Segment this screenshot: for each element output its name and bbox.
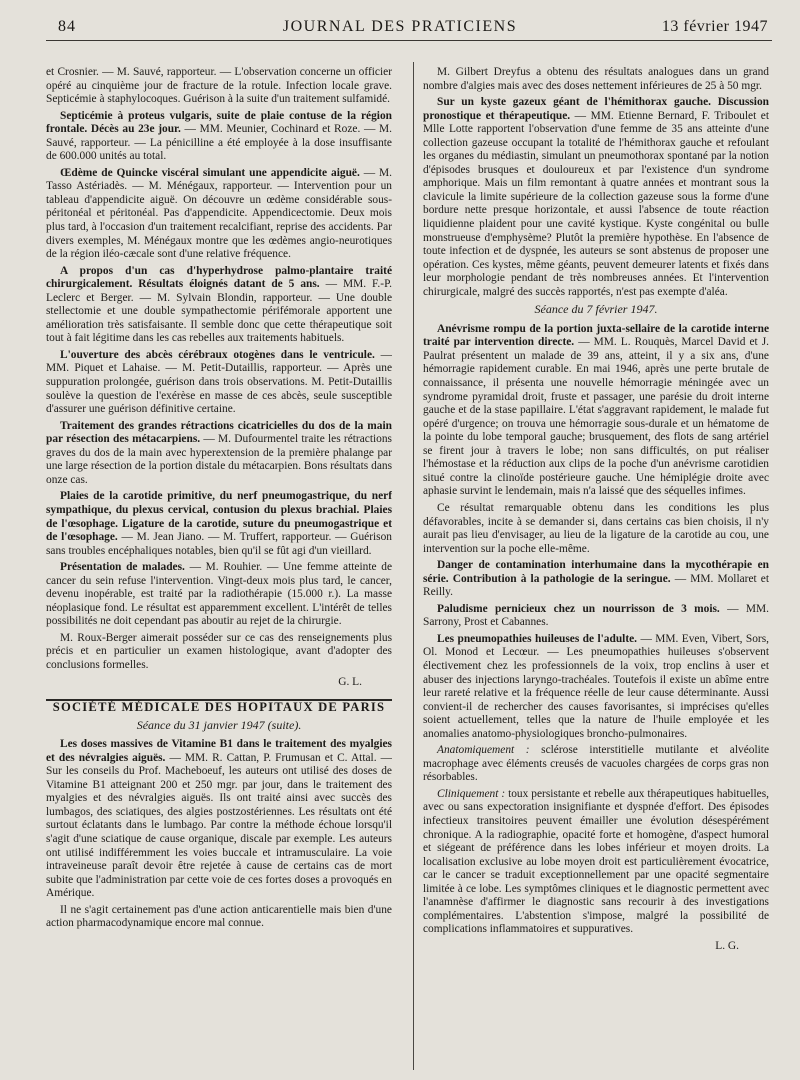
paragraph: M. Gilbert Dreyfus a obtenu des résultats analogues dans un grand nombre d'algies mais avec des doses nettement inférieures de 25 à 50 mgr. <box>423 66 769 92</box>
article-title: Les pneumopathies huileuses de l'adulte. <box>437 632 638 645</box>
paragraph: Danger de contamination interhumaine dans la mycothérapie en série. Contribution à la pathologie de la seringue. — MM. Mollaret et Reilly. <box>423 559 769 599</box>
author-initials: G. L. <box>338 675 362 688</box>
page-number: 84 <box>58 18 76 35</box>
article-title: Œdème de Quincke viscéral simulant une appendicite aiguë. <box>60 166 360 179</box>
paragraph: Les pneumopathies huileuses de l'adulte. — MM. Even, Vibert, Sors, Ol. Monod et Lecœur. — Les pneumopathies huileuses s'observent électivement chez les professionnels de la voix, trop enclins à user et abuser des injections laryngo-trachéales. Toutefois il existe un abîme entre leur rareté relative et la fréquence réelle de leur cause déterminante. Aussi convient-il de rechercher des causes favorisantes, si imprécises qu'elles soient actuellement, telles que la nature de l'huile employée et les anomalies anatomo-physiologiques broncho-pulmonaires. <box>423 632 769 740</box>
author-initials: L. G. <box>715 939 739 952</box>
article-title: Paludisme pernicieux chez un nourrisson de 3 mois. <box>437 602 720 615</box>
right-column <box>423 66 769 1076</box>
paragraph: Ce résultat remarquable obtenu dans les conditions les plus défavorables, incite à se demander si, dans certains cas bien choisis, il n'y aurait pas lieu d'envisager, au lieu de la ligature de la carotide au cou, une intervention sur la poche elle-même. <box>423 501 769 555</box>
paragraph: A propos d'un cas d'hyperhydrose palmo-plantaire traité chirurgicalement. Résultats éloignés datant de 5 ans. — MM. F.-P. Leclerc et Berger. — M. Sylvain Blondin, rapporteur. — Une double stellectomie et une double sympathectomie périfémorale apportent une amélioration très satisfaisante. Il semble donc que cette thérapeutique soit tout à fait légitime dans les cas rebelles aux traitements habituels. <box>46 264 392 345</box>
journal-title: JOURNAL DES PRATICIENS <box>282 18 518 35</box>
paragraph: Présentation de malades. — M. Rouhier. — Une femme atteinte de cancer du sein refuse l'intervention. Vingt-deux mois plus tard, le cancer, devenu inopérable, est traité par la radiothérapie (15.000 r.). La masse néoplasique fond. Le résultat est apparemment excellent. L'intérêt de telles possibilités ne doit cependant pas aboutir au rejet de la chirurgie. <box>46 561 392 628</box>
article-title: Les doses massives de Vitamine B1 dans le traitement des myalgies et des névralgies aiguës. <box>46 738 392 764</box>
paragraph: Il ne s'agit certainement pas d'une action anticarentielle mais bien d'une action pharmacodynamique encore mal connue. <box>46 903 392 930</box>
paragraph: M. Roux-Berger aimerait posséder sur ce cas des renseignements plus précis et en particulier un examen histologique, avant d'adopter des conclusions formelles. <box>46 631 392 671</box>
paragraph: Plaies de la carotide primitive, du nerf pneumogastrique, du nerf sympathique, du plexus cervical, contusion du plexus brachial. Plaies de l'œsophage. Ligature de la carotide, suture du pneumogastrique et de l'œsophage. — M. Jean Jiano. — M. Truffert, rapporteur. — Guérison sans troubles encéphaliques notables, bien qu'il se fût agi d'un vieillard. <box>46 490 392 557</box>
article-title: Septicémie à proteus vulgaris, suite de plaie contuse de la région frontale. Décès au 23e jour. <box>46 109 392 136</box>
subsection-label: Cliniquement : <box>437 787 506 800</box>
article-title: Plaies de la carotide primitive, du nerf pneumogastrique, du nerf sympathique, du plexus cervical, contusion du plexus brachial. Plaies de l'œsophage. Ligature de la carotide, suture du pneumogastrique et de l'œsophage. <box>46 490 392 544</box>
left-column <box>46 66 392 1076</box>
paragraph: Anatomiquement : sclérose interstitielle mutilante et alvéolite macrophage avec éléments creusés de vacuoles chargées de corps gras non résorbables. <box>423 744 769 784</box>
article-title: Danger de contamination interhumaine dans la mycothérapie en série. Contribution à la pathologie de la seringue. <box>423 559 769 585</box>
article-title: Présentation de malades. <box>60 561 185 574</box>
article-title: Anévrisme rompu de la portion juxta-sellaire de la carotide interne traité par intervention directe. <box>423 322 769 349</box>
society-heading: SOCIÉTÉ MÉDICALE DES HOPITAUX DE PARIS <box>52 700 386 715</box>
paragraph: Paludisme pernicieux chez un nourrisson de 3 mois. — MM. Sarrony, Prost et Cabannes. <box>423 602 769 629</box>
page-header <box>0 10 800 40</box>
article-title: L'ouverture des abcès cérébraux otogènes dans le ventricule. <box>60 348 375 361</box>
paragraph: Septicémie à proteus vulgaris, suite de plaie contuse de la région frontale. Décès au 23e jour. — MM. Meunier, Cochinard et Roze. — M. Sauvé, rapporteur. — La pénicilline a été employée à la dose insuffisante de 600.000 unités au total. <box>46 109 392 163</box>
subsection-label: Anatomiquement : <box>437 744 530 757</box>
article-title: Traitement des grandes rétractions cicatricielles du dos de la main par résection des métacarpiens. <box>46 419 392 446</box>
paragraph: Traitement des grandes rétractions cicatricielles du dos de la main par résection des métacarpiens. — M. Dufourmentel traite les rétractions graves du dos de la main avec hyperextension de la première phalange par une large résection de la portion distale du métacarpien. Bons résultats dans onze cas. <box>46 419 392 486</box>
paragraph: Œdème de Quincke viscéral simulant une appendicite aiguë. — M. Tasso Astériadès. — M. Ménégaux, rapporteur. — Intervention pour un tableau d'appendicite aiguë. On découvre un œdème considérable sous-péritonéal et péritonéal. Pas d'appendicite. Appendicectomie. Deux mois plus tard, à l'occasion d'un traitement recalcifiant, reprise des accidents. Par divers exemples, M. Ménégaux montre que les œdèmes angio-neurotiques de la région iléo-cæcale sont d'une relative fréquence. <box>46 166 392 261</box>
column-divider <box>413 62 414 1070</box>
article-title: Sur un kyste gazeux géant de l'hémithorax gauche. Discussion pronostique et thérapeutique. <box>423 96 769 122</box>
paragraph: et Crosnier. — M. Sauvé, rapporteur. — L'observation concerne un officier opéré au cinquième jour de fracture de la rotule. Infection locale grave. Septicémie à staphylocoques. Guérison à la suite d'un traitement sulfamidé. <box>46 66 392 106</box>
paragraph: Anévrisme rompu de la portion juxta-sellaire de la carotide interne traité par intervention directe. — MM. L. Rouquès, Marcel David et J. Paulrat présentent un malade de 39 ans, atteint, il y a six ans, d'une hémorragie rapidement curable. En mai 1946, après une perte brutale de connaissance, il présenta une nouvelle hémorragie méningée avec un syndrome pyramidal droit, fruste et passager, une parésie du droit interne gauche et de la stase papillaire. L'état s'aggravant rapidement, le malade fut opéré d'urgence; on trouva une hémorragie sous-durale et un hématome de la pointe du lobe temporal gauche; brusquement, des flots de sang artériel se firent jour à travers le lobe; non sans difficultés, on put réaliser l'hémostase et la réduction aux clips de la poche d'un anévrisme carotidien situé contre la clinoïde postérieure gauche. Une hémiplégie droite avec aphasie survint le lendemain, mais n'a laissé que des séquelles infimes. <box>423 322 769 498</box>
paragraph: Sur un kyste gazeux géant de l'hémithorax gauche. Discussion pronostique et thérapeutique. — MM. Etienne Bernard, F. Triboulet et Mlle Lotte rapportent l'observation d'une femme de 35 ans atteinte d'une collection gazeuse occupant la totalité de l'hémithorax gauche et refoulant les organes du médiastin, simulant un pneumothorax spontané par la notion d'épisodes brusques et douloureux et par l'existence d'un syndrome amphorique. Mais un film remontant à quatre années et montrant sous la clavicule la limite supérieure de la collection gazeuse sous la forme d'une bordure nette presque horizontale, et aussi l'absence de toute réaction liquidienne plaident pour une cavité kystique. Kyste congénital ou bulle monstrueuse d'emphysème? Plutôt la première hypothèse. En l'absence de toute infection et de dyspnée, les auteurs se sont abstenus de proposer une opération. Ces kystes, même géants, peuvent demeurer latents et fixés dans leur morphologie pendant de très nombreuses années. Et l'intervention chirurgicale, malgré des succès rapportés, n'est pas exempte d'aléa. <box>423 96 769 298</box>
session-date: Séance du 7 février 1947. <box>534 302 658 317</box>
paragraph: Cliniquement : toux persistante et rebelle aux thérapeutiques habituelles, avec ou sans expectoration insignifiante et dyspnée d'effort. Des épisodes infectieux transitoires peuvent émailler une évolution désespérément chronique. A la radiographie, opacité forte et homogène, d'aspect humoral et siégeant de préférence dans les lobes inférieur et moyen droits. La localisation exclusive au lobe moyen droit est particulièrement évocatrice, car le cancer se traduit exceptionnellement par une opacité segmentaire limitée à ce lobe. Les symptômes cliniques et le diagnostic permettent avec l'anamnèse d'affirmer le diagnostic sans recourir à des investigations complémentaires. L'abstention s'impose, malgré la possibilité de complications inflammatoires et suppuratives. <box>423 787 769 936</box>
paragraph: L'ouverture des abcès cérébraux otogènes dans le ventricule. — MM. Piquet et Lahaise. — M. Petit-Dutaillis, rapporteur. — Après une suppuration prolongée, guérison dans trois observations. M. Petit-Dutaillis soulève la question de l'exérèse en masse de ces abcès, seule susceptible d'assurer une guérison définitive certaine. <box>46 348 392 416</box>
paragraph: Les doses massives de Vitamine B1 dans le traitement des myalgies et des névralgies aiguës. — MM. R. Cattan, P. Frumusan et C. Attal. — Sur les conseils du Prof. Macheboeuf, les auteurs ont utilisé des doses de Vitamine B1 atteignant 200 et 250 mgr. par jour, dans le traitement des myalgies et des névralgies aiguës. Ils ont traité ainsi avec succès des lumbagos, des sciatiques, des algies postzostériennes. Les résultats ont été surtout éclatants dans le lumbago. Par contre la méthode échoue lorsqu'il s'agit d'une sciatique de cause organique, discale par exemple. Les auteurs ont utilisé indifféremment les voies buccale et intramusculaire. La voie intraveineuse paraît devoir être rejetée à cause de certains cas de mort subite que l'administration par cette voie de ces fortes doses a provoqués en Amérique. <box>46 738 392 900</box>
article-title: A propos d'un cas d'hyperhydrose palmo-plantaire traité chirurgicalement. Résultats éloignés datant de 5 ans. <box>46 264 392 291</box>
issue-date: 13 février 1947 <box>661 18 768 35</box>
session-date: Séance du 31 janvier 1947 (suite). <box>136 717 302 732</box>
header-rule <box>46 40 772 41</box>
